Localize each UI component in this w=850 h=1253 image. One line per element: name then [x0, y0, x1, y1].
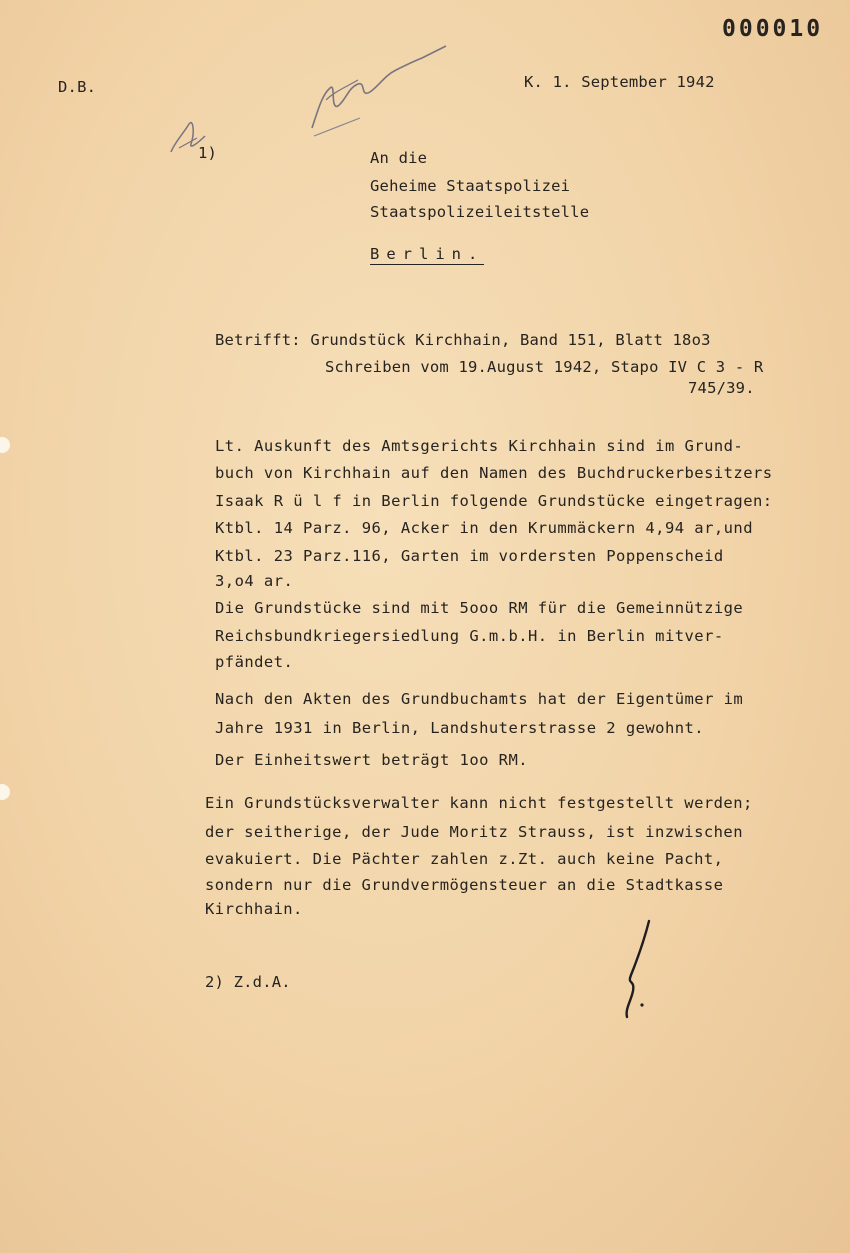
body-line: Nach den Akten des Grundbuchamts hat der Eigentümer im	[215, 690, 744, 708]
recipient-line-1: An die	[370, 149, 428, 167]
ink-paraph-icon	[605, 915, 665, 1025]
subject-line-2: Schreiben vom 19.August 1942, Stapo IV C 3 - R	[325, 358, 764, 376]
place-date: K. 1. September 1942	[524, 73, 715, 91]
body-line: Ktbl. 23 Parz.116, Garten im vordersten Poppenscheid	[215, 547, 724, 565]
body2-line: evakuiert. Die Pächter zahlen z.Zt. auch keine Pacht,	[205, 850, 724, 868]
body2-line: Kirchhain.	[205, 900, 303, 918]
recipient-line-3: Staatspolizeileitstelle	[370, 203, 590, 221]
department-code: D.B.	[58, 78, 97, 96]
body2-line: Ein Grundstücksverwalter kann nicht festgestellt werden;	[205, 794, 753, 812]
recipient-city-text: Berlin.	[370, 245, 485, 263]
body-line: 3,o4 ar.	[215, 572, 294, 590]
body-line: Jahre 1931 in Berlin, Landshuterstrasse 2 gewohnt.	[215, 719, 705, 737]
body2-line: sondern nur die Grundvermögensteuer an die Stadtkasse	[205, 876, 724, 894]
body-line: Ktbl. 14 Parz. 96, Acker in den Krummäckern 4,94 ar,und	[215, 519, 753, 537]
body-line: Reichsbundkriegersiedlung G.m.b.H. in Berlin mitver-	[215, 627, 724, 645]
recipient-city	[370, 245, 484, 263]
body-line: Isaak R ü l f in Berlin folgende Grundstücke eingetragen:	[215, 492, 773, 510]
item-two-note: 2) Z.d.A.	[205, 973, 291, 991]
body-line: buch von Kirchhain auf den Namen des Buchdruckerbesitzers	[215, 464, 773, 482]
item-one-label: 1)	[198, 144, 218, 162]
body-line: Die Grundstücke sind mit 5ooo RM für die Gemeinnützige	[215, 599, 744, 617]
pencil-signature-icon	[300, 40, 460, 140]
body-line: Der Einheitswert beträgt 1oo RM.	[215, 751, 529, 769]
recipient-line-2: Geheime Staatspolizei	[370, 177, 571, 195]
body2-line: der seitherige, der Jude Moritz Strauss, ist inzwischen	[205, 823, 743, 841]
subject-line-3: 745/39.	[688, 379, 755, 397]
doc-number: 000010	[722, 16, 824, 42]
body-line: Lt. Auskunft des Amtsgerichts Kirchhain sind im Grund-	[215, 437, 744, 455]
subject-line-1: Betrifft: Grundstück Kirchhain, Band 151, Blatt 18o3	[215, 331, 711, 349]
body-line: pfändet.	[215, 653, 294, 671]
